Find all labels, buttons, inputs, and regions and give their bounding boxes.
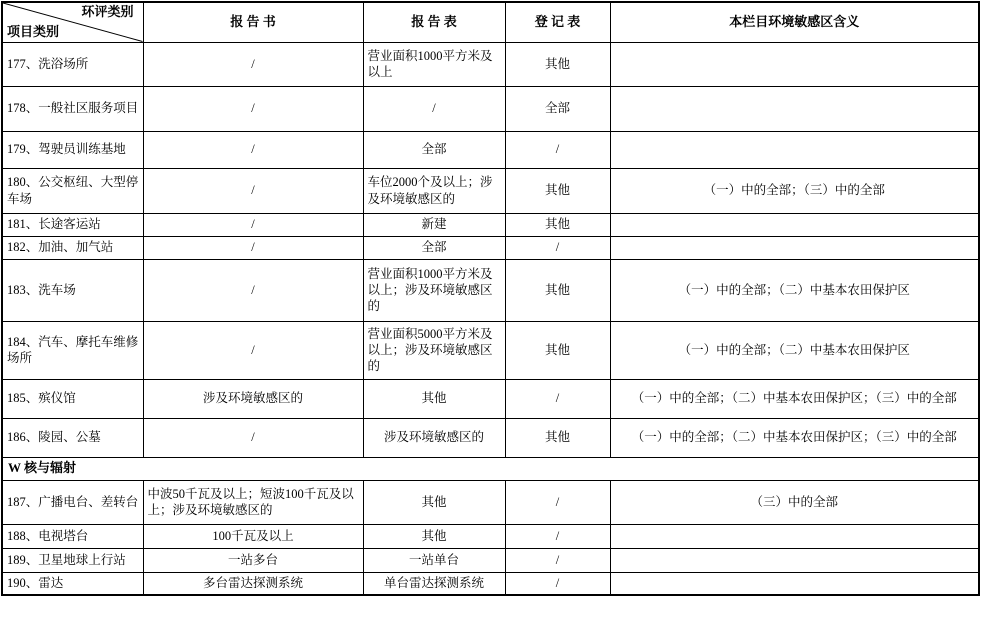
header-report-book: 报 告 书 xyxy=(143,2,363,42)
cell-report-form: 营业面积1000平方米及以上 xyxy=(363,42,505,86)
cell-registration: 其他 xyxy=(505,42,610,86)
cell-category: 184、汽车、摩托车维修场所 xyxy=(2,321,143,379)
cell-category: 182、加油、加气站 xyxy=(2,236,143,259)
cell-meaning: （一）中的全部；（三）中的全部 xyxy=(610,168,979,213)
table-row xyxy=(2,236,979,259)
cell-report-form: 单台雷达探测系统 xyxy=(363,572,505,595)
table-row xyxy=(2,131,979,168)
header-sensitive-area-meaning: 本栏目环境敏感区含义 xyxy=(610,2,979,42)
cell-report-form: 涉及环境敏感区的 xyxy=(363,418,505,457)
table-row xyxy=(2,572,979,595)
table-row xyxy=(2,259,979,321)
cell-meaning: （三）中的全部 xyxy=(610,480,979,524)
cell-registration: 全部 xyxy=(505,86,610,131)
cell-report-book: / xyxy=(143,86,363,131)
table-row xyxy=(2,548,979,572)
cell-category: 189、卫星地球上行站 xyxy=(2,548,143,572)
cell-report-book: 中波50千瓦及以上；短波100千瓦及以上；涉及环境敏感区的 xyxy=(143,480,363,524)
cell-registration: / xyxy=(505,572,610,595)
cell-report-form: 营业面积1000平方米及以上；涉及环境敏感区的 xyxy=(363,259,505,321)
cell-report-form: 全部 xyxy=(363,236,505,259)
cell-meaning xyxy=(610,86,979,131)
cell-report-form: 全部 xyxy=(363,131,505,168)
cell-meaning: （一）中的全部；（二）中基本农田保护区；（三）中的全部 xyxy=(610,418,979,457)
cell-registration: 其他 xyxy=(505,213,610,236)
cell-registration: / xyxy=(505,236,610,259)
cell-category: 188、电视塔台 xyxy=(2,524,143,548)
cell-category: 178、一般社区服务项目 xyxy=(2,86,143,131)
table-row xyxy=(2,86,979,131)
cell-meaning: （一）中的全部；（二）中基本农田保护区 xyxy=(610,259,979,321)
table-row xyxy=(2,213,979,236)
cell-report-book: / xyxy=(143,321,363,379)
cell-category: 177、洗浴场所 xyxy=(2,42,143,86)
cell-category: 185、殡仪馆 xyxy=(2,379,143,418)
cell-report-form: 其他 xyxy=(363,480,505,524)
cell-category: 180、公交枢纽、大型停车场 xyxy=(2,168,143,213)
cell-report-form: / xyxy=(363,86,505,131)
header-eia-category: 环评类别 xyxy=(81,4,134,19)
table-row xyxy=(2,42,979,86)
cell-registration: 其他 xyxy=(505,418,610,457)
cell-report-form: 新建 xyxy=(363,213,505,236)
header-diagonal-cell xyxy=(2,2,143,42)
cell-report-book: 100千瓦及以上 xyxy=(143,524,363,548)
header-project-category: 项目类别 xyxy=(7,23,60,39)
cell-registration: / xyxy=(505,379,610,418)
cell-report-book: 多台雷达探测系统 xyxy=(143,572,363,595)
cell-report-book: / xyxy=(143,418,363,457)
cell-meaning xyxy=(610,572,979,595)
cell-registration: 其他 xyxy=(505,168,610,213)
table-row xyxy=(2,168,979,213)
cell-category: 179、驾驶员训练基地 xyxy=(2,131,143,168)
cell-report-book: / xyxy=(143,259,363,321)
cell-meaning: （一）中的全部；（二）中基本农田保护区；（三）中的全部 xyxy=(610,379,979,418)
cell-report-form: 车位2000个及以上；涉及环境敏感区的 xyxy=(363,168,505,213)
cell-registration: / xyxy=(505,480,610,524)
section-row-nuclear-radiation xyxy=(2,457,979,480)
cell-meaning xyxy=(610,213,979,236)
table-row xyxy=(2,418,979,457)
cell-meaning xyxy=(610,42,979,86)
cell-registration: 其他 xyxy=(505,259,610,321)
cell-registration: 其他 xyxy=(505,321,610,379)
cell-report-form: 其他 xyxy=(363,379,505,418)
cell-registration: / xyxy=(505,131,610,168)
cell-report-book: / xyxy=(143,42,363,86)
header-registration-form: 登 记 表 xyxy=(505,2,610,42)
cell-meaning xyxy=(610,131,979,168)
cell-report-form: 一站单台 xyxy=(363,548,505,572)
cell-category: 183、洗车场 xyxy=(2,259,143,321)
table-header-row xyxy=(2,2,979,42)
cell-report-book: / xyxy=(143,213,363,236)
cell-category: 186、陵园、公墓 xyxy=(2,418,143,457)
cell-registration: / xyxy=(505,524,610,548)
cell-category: 187、广播电台、差转台 xyxy=(2,480,143,524)
cell-report-book: / xyxy=(143,168,363,213)
cell-report-book: 涉及环境敏感区的 xyxy=(143,379,363,418)
cell-meaning xyxy=(610,548,979,572)
cell-report-book: / xyxy=(143,131,363,168)
cell-report-form: 其他 xyxy=(363,524,505,548)
cell-meaning xyxy=(610,524,979,548)
cell-category: 190、雷达 xyxy=(2,572,143,595)
table-row xyxy=(2,524,979,548)
header-report-form: 报 告 表 xyxy=(363,2,505,42)
table-row xyxy=(2,321,979,379)
cell-meaning xyxy=(610,236,979,259)
table-row xyxy=(2,480,979,524)
eia-category-table xyxy=(1,1,980,596)
cell-report-book: / xyxy=(143,236,363,259)
table-row xyxy=(2,379,979,418)
cell-meaning: （一）中的全部；（二）中基本农田保护区 xyxy=(610,321,979,379)
cell-report-book: 一站多台 xyxy=(143,548,363,572)
cell-report-form: 营业面积5000平方米及以上；涉及环境敏感区的 xyxy=(363,321,505,379)
cell-category: 181、长途客运站 xyxy=(2,213,143,236)
cell-registration: / xyxy=(505,548,610,572)
section-label: W 核与辐射 xyxy=(2,457,979,480)
